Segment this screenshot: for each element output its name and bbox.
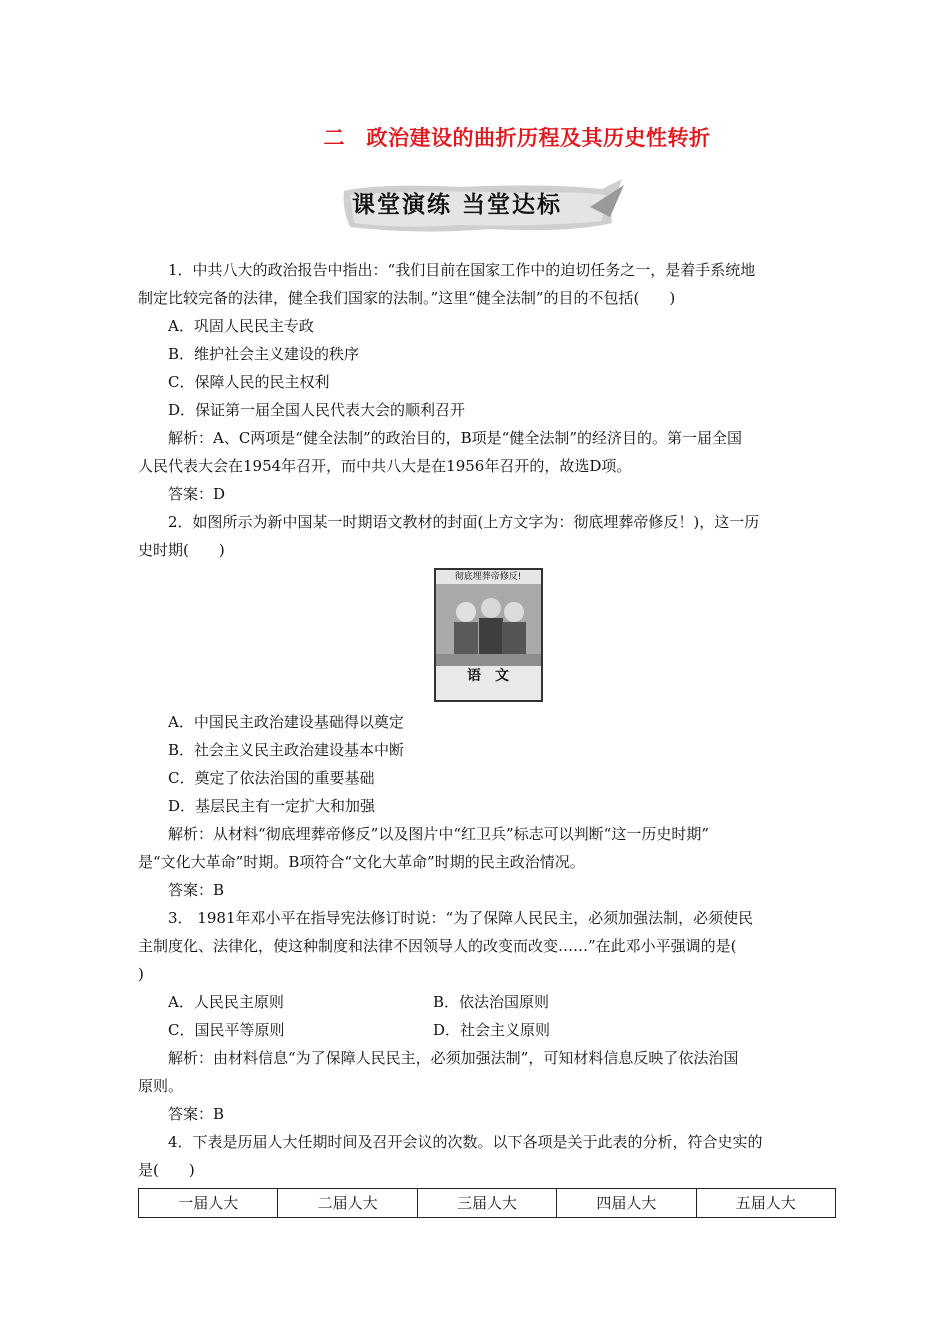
q3-option-d: D．社会主义原则 [433,1021,551,1039]
q1-option-b: B．维护社会主义建设的秩序 [168,345,360,363]
q3-option-c: C．国民平等原则 [168,1021,285,1039]
q3-stem-line1: 3． 1981年邓小平在指导宪法修订时说：“为了保障人民民主，必须加强法制，必须使民 [168,909,754,927]
textbook-cover-image [434,568,543,702]
q2-analysis-line1: 解析：从材料“彻底埋葬帝修反”以及图片中“红卫兵”标志可以判断“这一历史时期” [168,825,710,843]
cover-subject-label: 语 文 [467,668,509,684]
q3-options-row1 [138,988,838,1016]
q3-stem-line2: 主制度化、法律化，使这种制度和法律不因领导人的改变而改变……”在此邓小平强调的是( [138,937,737,955]
q3-stem-line3: ) [138,965,144,983]
q4-stem-line2: 是( ) [138,1161,195,1179]
q1-analysis-line1: 解析：A、C两项是“健全法制”的政治目的，B项是“健全法制”的经济目的。第一届全国 [168,429,743,447]
q2-stem-line2: 史时期( ) [138,541,225,559]
q2-option-a: A．中国民主政治建设基础得以奠定 [168,713,404,731]
q1-stem-line2: 制定比较完备的法律，健全我们国家的法制。”这里“健全法制”的目的不包括( ) [138,289,676,307]
q3-option-a: A．人民民主原则 [168,993,284,1011]
q3-answer: 答案：B [168,1105,225,1123]
q3-analysis-line2: 原则。 [138,1077,184,1095]
q2-option-c: C．奠定了依法治国的重要基础 [168,769,375,787]
table-row [139,1189,836,1218]
q2-answer: 答案：B [168,881,225,899]
table-header-cell: 四届人大 [557,1189,696,1218]
question-content [138,256,838,1218]
q1-analysis-line2: 人民代表大会在1954年召开，而中共八大是在1956年召开的，故选D项。 [138,457,632,475]
banner-title: 课堂演练 当堂达标 [352,192,563,218]
section-title: 二 政治建设的曲折历程及其历史性转折 [323,126,711,150]
q1-option-d: D．保证第一届全国人民代表大会的顺利召开 [168,401,466,419]
q1-answer: 答案：D [168,485,226,503]
cover-slogan: 彻底埋葬帝修反! [436,570,541,584]
npc-terms-table [138,1188,836,1218]
q1-stem-line1: 1．中共八大的政治报告中指出：“我们目前在国家工作中的迫切任务之一，是着手系统地 [168,261,756,279]
table-header-cell: 一届人大 [139,1189,278,1218]
q2-option-b: B．社会主义民主政治建设基本中断 [168,741,405,759]
q2-option-d: D．基层民主有一定扩大和加强 [168,797,376,815]
q1-option-a: A．巩固人民民主专政 [168,317,314,335]
table-header-cell: 二届人大 [278,1189,417,1218]
q2-analysis-line2: 是“文化大革命”时期。B项符合“文化大革命”时期的民主政治情况。 [138,853,585,871]
q3-analysis-line1: 解析：由材料信息“为了保障人民民主，必须加强法制”，可知材料信息反映了依法治国 [168,1049,739,1067]
q2-stem-line1: 2．如图所示为新中国某一时期语文教材的封面(上方文字为：彻底埋葬帝修反！)，这一历 [168,513,760,531]
q3-option-b: B．依法治国原则 [433,993,550,1011]
q1-option-c: C．保障人民的民主权利 [168,373,330,391]
table-header-cell: 五届人大 [696,1189,835,1218]
q4-stem-line1: 4．下表是历届人大任期时间及召开会议的次数。以下各项是关于此表的分析，符合史实的 [168,1133,763,1151]
table-header-cell: 三届人大 [417,1189,556,1218]
q3-options-row2 [138,1016,838,1044]
